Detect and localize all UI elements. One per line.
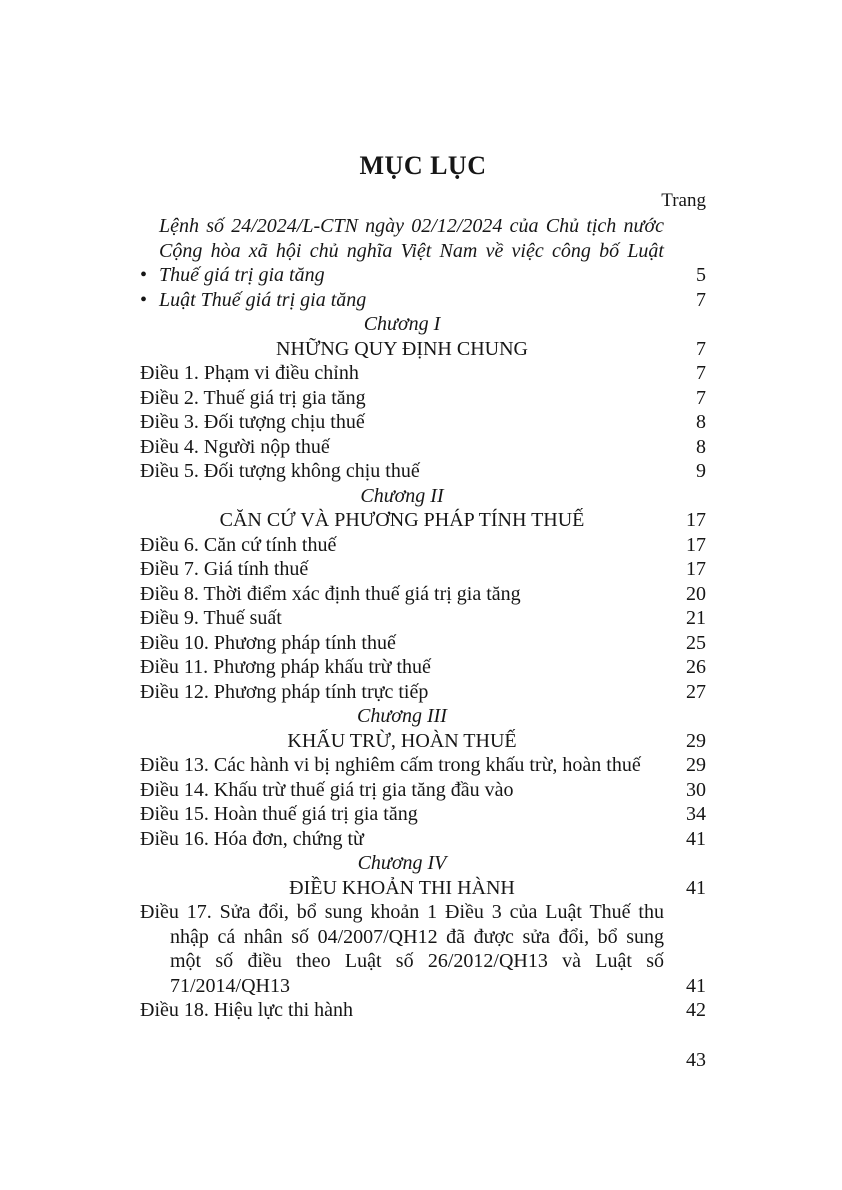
toc-entry-page: 7 [696, 288, 706, 311]
toc-entry-page: 9 [696, 460, 706, 482]
toc-entry-article [140, 998, 706, 1023]
toc-entry-article [140, 680, 706, 705]
toc-entry-article [140, 606, 706, 631]
toc-entry-text: Điều 5. Đối tượng không chịu thuế [140, 460, 420, 482]
toc-entry-text: Điều 9. Thuế suất [140, 607, 282, 629]
toc-entry-page: 30 [686, 778, 706, 801]
toc-entry-page: 21 [686, 607, 706, 629]
toc-entry-text: CĂN CỨ VÀ PHƯƠNG PHÁP TÍNH THUẾ [219, 509, 585, 531]
toc-entry-text: Điều 1. Phạm vi điều chỉnh [140, 362, 359, 384]
toc-entry-article [140, 827, 706, 852]
toc-entry-text: Điều 8. Thời điểm xác định thuế giá trị gia tăng [140, 582, 521, 605]
toc-entry-chapter-title [140, 729, 706, 754]
toc-entry-text: Điều 17. Sửa đổi, bổ sung khoản 1 Điều 3 của Luật Thuế thu nhập cá nhân số 04/2007/QH12 đã được sửa đổi, bổ sung một số điều theo Luật số 26/2012/QH13 và Luật số 71/2014/QH13 [140, 901, 664, 997]
toc-entry-page: 29 [686, 729, 706, 752]
toc-entry-article [140, 802, 706, 827]
toc-entry-page: 26 [686, 656, 706, 678]
toc-entry-text: KHẤU TRỪ, HOÀN THUẾ [287, 729, 517, 752]
toc-entry-text: Luật Thuế giá trị gia tăng [159, 288, 367, 311]
toc-entry-text: Chương I [363, 313, 441, 335]
toc-entry-page: 25 [686, 631, 706, 654]
toc-entry-text: NHỮNG QUY ĐỊNH CHUNG [276, 337, 528, 360]
toc-entry-text: Điều 15. Hoàn thuế giá trị gia tăng [140, 803, 418, 825]
toc-entry-text: Điều 14. Khấu trừ thuế giá trị gia tăng đầu vào [140, 778, 514, 801]
toc-entry-page: 8 [696, 411, 706, 433]
toc-entry-page: 41 [686, 974, 706, 997]
toc-entry-page: 20 [686, 582, 706, 605]
toc-entry-article [140, 778, 706, 803]
toc-entry-bullet [140, 214, 706, 288]
page-title: MỤC LỤC [359, 151, 487, 180]
toc-entry-text: Điều 7. Giá tính thuế [140, 558, 309, 580]
toc-entry-text: Lệnh số 24/2024/L-CTN ngày 02/12/2024 của Chủ tịch nước Cộng hòa xã hội chủ nghĩa Việt Nam về việc công bố Luật Thuế giá trị gia tăng [159, 215, 664, 286]
toc-entry-chapter [140, 312, 706, 337]
toc-entry-page: 41 [686, 876, 706, 899]
toc-entry-page: 17 [686, 509, 706, 531]
toc-entry-chapter [140, 851, 706, 876]
toc-entry-text: ĐIỀU KHOẢN THI HÀNH [289, 876, 515, 899]
toc-entry-text: Chương IV [357, 852, 447, 874]
toc-entry-chapter-title [140, 337, 706, 362]
toc-entry-chapter-title [140, 508, 706, 533]
toc-entry-text: Điều 2. Thuế giá trị gia tăng [140, 386, 366, 409]
toc-entry-text: Điều 12. Phương pháp tính trực tiếp [140, 680, 429, 703]
toc-entry-chapter [140, 704, 706, 729]
toc-entry-page: 7 [696, 337, 706, 360]
toc-entry-page: 41 [686, 827, 706, 850]
toc-entry-page: 17 [686, 558, 706, 580]
toc-entry-article [140, 582, 706, 607]
bullet-icon: • [140, 288, 148, 311]
bullet-icon: • [140, 264, 148, 286]
toc-entry-article [140, 459, 706, 484]
toc-entry-page: 42 [686, 999, 706, 1021]
footer-page-number: 43 [686, 1049, 706, 1071]
toc-entry-text: Điều 13. Các hành vi bị nghiêm cấm trong khấu trừ, hoàn thuế [140, 754, 641, 776]
toc-entry-text: Chương II [360, 484, 444, 507]
toc-entry-article [140, 655, 706, 680]
toc-entry-page: 5 [696, 264, 706, 286]
toc-entry-text: Điều 18. Hiệu lực thi hành [140, 999, 354, 1021]
toc-list [140, 214, 706, 1023]
toc-entry-page: 17 [686, 533, 706, 556]
toc-entry-text: Điều 4. Người nộp thuế [140, 435, 330, 458]
toc-entry-article [140, 753, 706, 778]
toc-entry-text: Điều 6. Căn cứ tính thuế [140, 533, 337, 556]
toc-entry-page: 7 [696, 362, 706, 384]
toc-entry-article [140, 435, 706, 460]
toc-entry-page: 34 [686, 803, 706, 825]
toc-entry-text: Điều 11. Phương pháp khấu trừ thuế [140, 656, 431, 678]
toc-entry-article [140, 900, 706, 998]
toc-entry-article [140, 631, 706, 656]
toc-entry-text: Điều 10. Phương pháp tính thuế [140, 631, 396, 654]
toc-entry-article [140, 386, 706, 411]
toc-entry-article [140, 557, 706, 582]
toc-entry-text: Điều 16. Hóa đơn, chứng từ [140, 827, 364, 850]
toc-entry-article [140, 533, 706, 558]
toc-entry-page: 29 [686, 754, 706, 776]
toc-content [140, 150, 706, 1023]
toc-entry-article [140, 410, 706, 435]
page-column-header: Trang [661, 190, 706, 211]
toc-entry-article [140, 361, 706, 386]
toc-entry-text: Điều 3. Đối tượng chịu thuế [140, 411, 365, 433]
toc-entry-chapter-title [140, 876, 706, 901]
toc-entry-chapter [140, 484, 706, 509]
toc-entry-bullet [140, 288, 706, 313]
toc-entry-text: Chương III [357, 705, 447, 727]
toc-entry-page: 8 [696, 435, 706, 458]
toc-entry-page: 7 [696, 386, 706, 409]
toc-entry-page: 27 [686, 680, 706, 703]
